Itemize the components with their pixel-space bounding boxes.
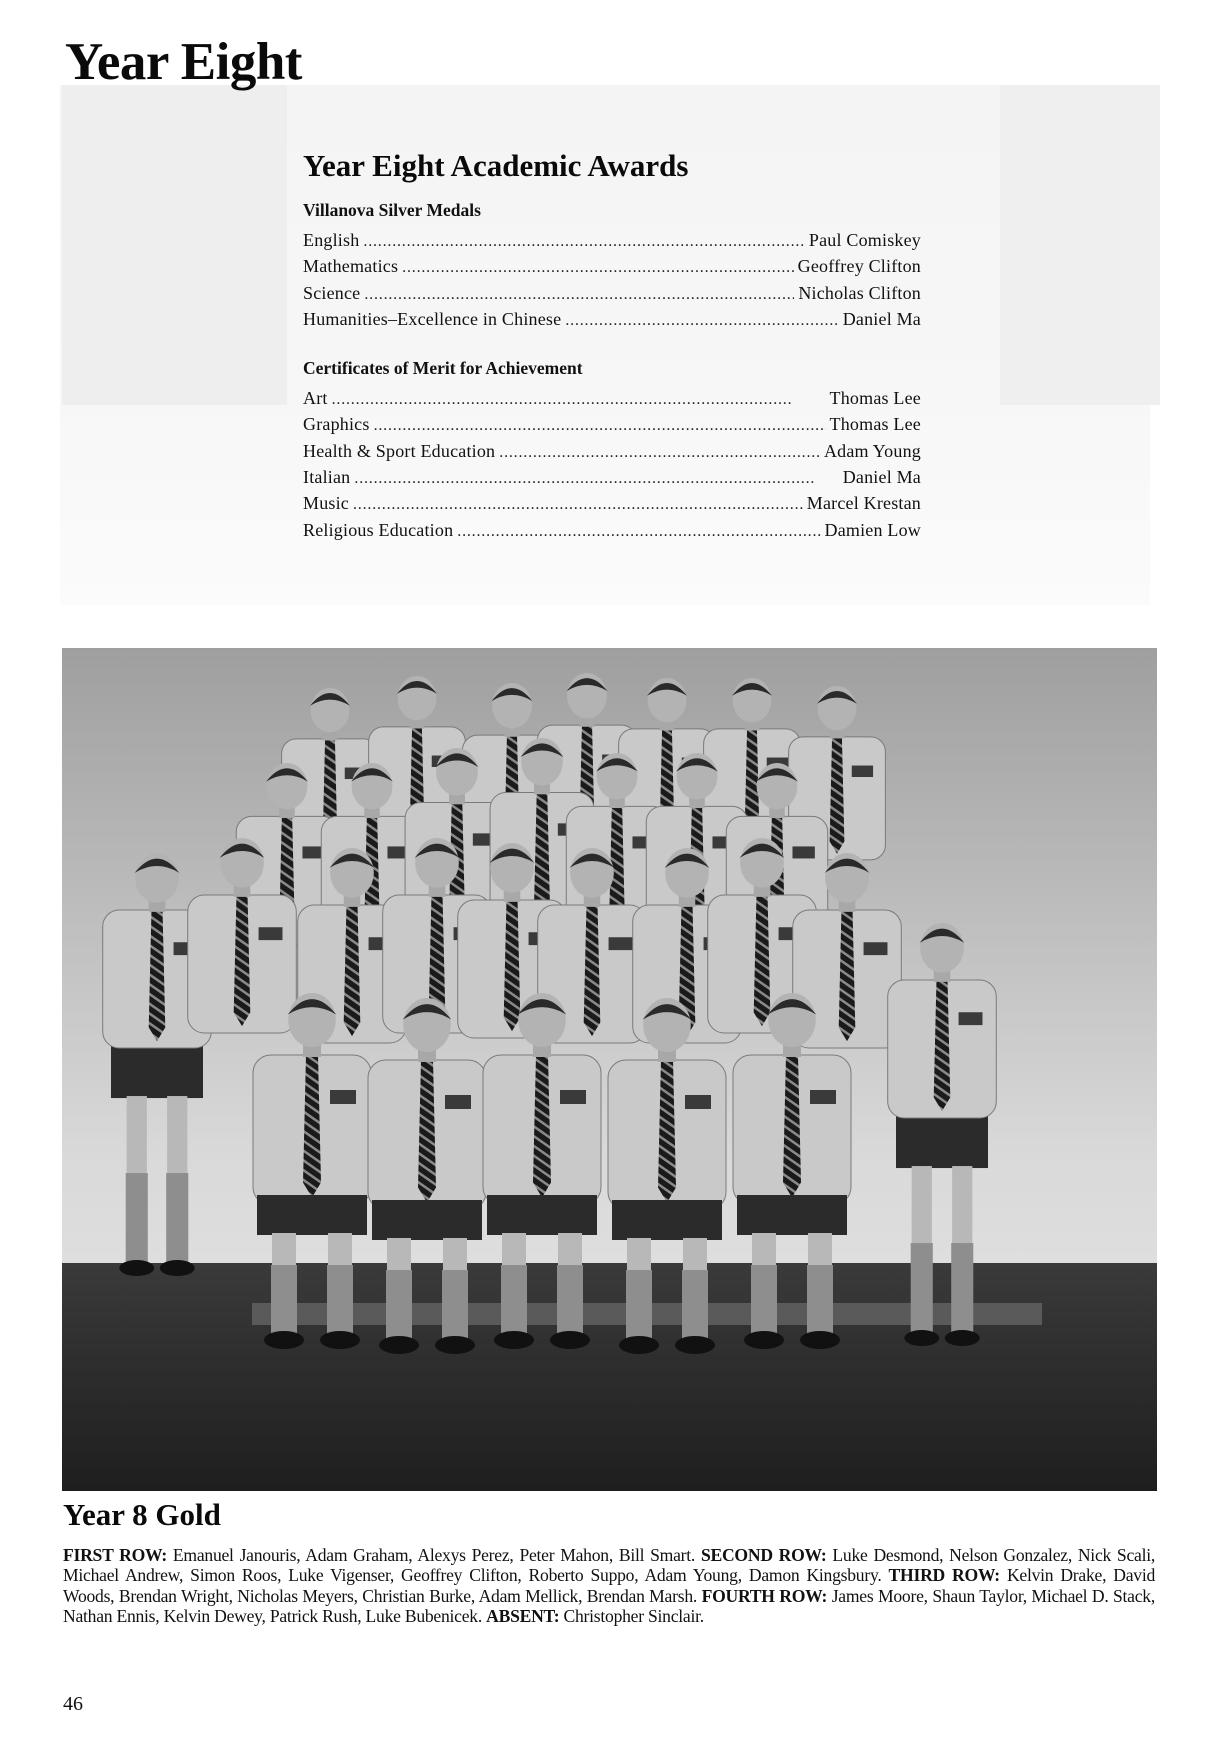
awards-section-certificates — [303, 358, 921, 543]
award-recipient: Damien Low — [824, 519, 921, 540]
award-list — [303, 227, 921, 332]
award-subject: Humanities–Excellence in Chinese — [303, 308, 562, 329]
show-through-left-column — [62, 85, 287, 405]
award-subject: Health & Sport Education — [303, 440, 496, 461]
awards-title: Year Eight Academic Awards — [303, 148, 689, 183]
award-row — [303, 411, 921, 437]
dot-leader — [363, 229, 804, 255]
award-subject: Mathematics — [303, 256, 399, 277]
show-through-right-column — [1000, 85, 1160, 405]
page-number: 46 — [63, 1693, 83, 1715]
photo-caption — [63, 1545, 1155, 1627]
award-recipient: Daniel Ma — [842, 308, 921, 329]
award-subject: Science — [303, 282, 361, 303]
dot-leader — [457, 519, 820, 545]
award-row — [303, 227, 921, 253]
award-recipient: Thomas Lee — [829, 414, 921, 435]
dot-leader — [499, 440, 820, 466]
academic-awards — [303, 148, 921, 543]
dot-leader — [374, 413, 826, 439]
section-gap — [303, 332, 921, 358]
award-recipient: Geoffrey Clifton — [797, 256, 921, 277]
photo-caption-title: Year 8 Gold — [63, 1497, 221, 1532]
award-row — [303, 385, 921, 411]
award-subject: Music — [303, 493, 349, 514]
caption-row-names: Luke Desmond, Nelson Gonzalez, Nick Scali, Michael Andrew, Simon Roos, Luke Vigenser, Geoffrey Clifton, Roberto Suppo, Adam Young, Damon Kingsbury. — [63, 1545, 1156, 1586]
award-subject: English — [303, 230, 360, 250]
caption-row-label: FOURTH ROW: — [701, 1585, 828, 1606]
award-recipient: Nicholas Clifton — [798, 282, 921, 303]
award-recipient: Paul Comiskey — [808, 230, 921, 250]
caption-row-names: Kelvin Drake, David Woods, Brendan Wright, Nicholas Meyers, Christian Burke, Adam Mellick, Brendan Marsh. — [63, 1565, 1156, 1606]
caption-absent-label: ABSENT: — [486, 1606, 560, 1627]
award-row — [303, 280, 921, 306]
award-recipient: Daniel Ma — [842, 467, 921, 488]
dot-leader — [353, 492, 803, 518]
dot-leader — [402, 255, 793, 281]
dot-leader — [332, 387, 826, 413]
award-row — [303, 517, 921, 543]
award-recipient: Adam Young — [823, 440, 921, 461]
award-list — [303, 385, 921, 543]
award-subject: Graphics — [303, 414, 370, 435]
caption-row-names: James Moore, Shaun Taylor, Michael D. Stack, Nathan Ennis, Kelvin Dewey, Patrick Rush, Luke Bubenicek. — [63, 1585, 1155, 1627]
award-recipient: Thomas Lee — [829, 388, 921, 409]
caption-row-names: Emanuel Janouris, Adam Graham, Alexys Perez, Peter Mahon, Bill Smart. — [172, 1545, 696, 1565]
caption-row-label: SECOND ROW: — [700, 1545, 827, 1565]
class-group-photo — [62, 648, 1157, 1491]
photo-floor — [62, 1263, 1157, 1491]
award-recipient: Marcel Krestan — [806, 493, 921, 514]
award-row — [303, 490, 921, 516]
dot-leader — [565, 308, 838, 334]
award-subject: Religious Education — [303, 519, 454, 540]
section-heading: Villanova Silver Medals — [303, 200, 481, 220]
caption-absent-names: Christopher Sinclair. — [563, 1606, 704, 1627]
caption-row-label: THIRD ROW: — [888, 1565, 1000, 1586]
award-subject: Italian — [303, 467, 351, 488]
section-heading: Certificates of Merit for Achievement — [303, 358, 583, 379]
award-row — [303, 306, 921, 332]
award-row — [303, 464, 921, 490]
award-row — [303, 253, 921, 279]
dot-leader — [364, 282, 794, 308]
dot-leader — [354, 466, 838, 492]
awards-section-silver-medals — [303, 200, 921, 332]
caption-row-label: FIRST ROW: — [63, 1545, 168, 1565]
page-title: Year Eight — [65, 33, 302, 91]
award-row — [303, 438, 921, 464]
award-subject: Art — [303, 388, 328, 409]
group-photo-illustration — [62, 648, 1157, 1491]
